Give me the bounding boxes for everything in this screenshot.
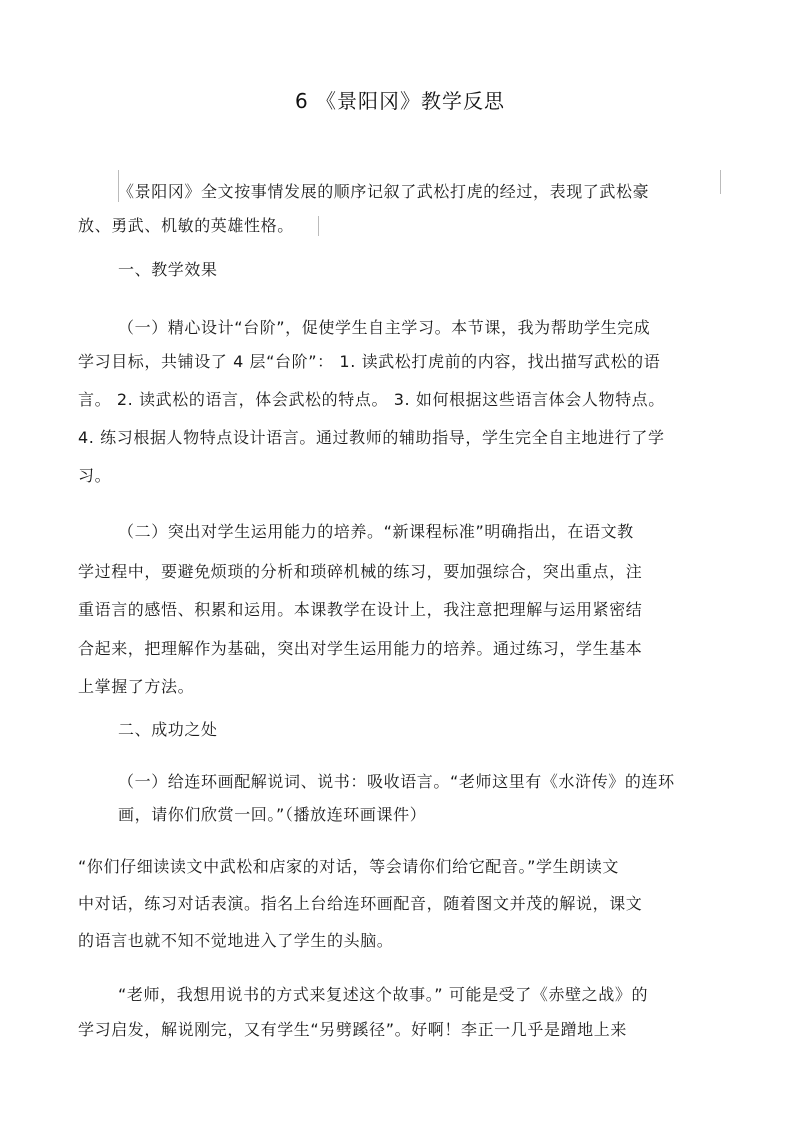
- paragraph-line: “老师，我想用说书的方式来复述这个故事。” 可能是受了《赤壁之战》的: [118, 985, 649, 1004]
- paragraph-line: 学过程中，要避免烦琐的分析和琐碎机械的练习，要加强综合，突出重点，注: [78, 562, 643, 581]
- margin-mark: [318, 216, 319, 236]
- paragraph-line: 习。: [78, 466, 112, 485]
- margin-mark: [720, 170, 721, 194]
- paragraph-line: 重语言的感悟、积累和运用。本课教学在设计上，我注意把理解与运用紧密结: [78, 600, 643, 619]
- paragraph-line: （一）精心设计“台阶”，促使学生自主学习。本节课，我为帮助学生完成: [118, 318, 651, 337]
- section-heading: 一、教学效果: [118, 260, 218, 279]
- paragraph-line: 中对话，练习对话表演。指名上台给连环画配音，随着图文并茂的解说，课文: [78, 894, 643, 913]
- paragraph-line: （二）突出对学生运用能力的培养。“新课程标准”明确指出，在语文教: [118, 522, 634, 541]
- document-title: 6 《景阳冈》教学反思: [294, 89, 506, 113]
- paragraph-line: 4. 练习根据人物特点设计语言。通过教师的辅助指导，学生完全自主地进行了学: [78, 428, 665, 447]
- paragraph-line: 放、勇武、机敏的英雄性格。: [78, 216, 294, 235]
- paragraph-line: 《景阳冈》全文按事情发展的顺序记叙了武松打虎的经过，表现了武松豪: [118, 182, 650, 201]
- paragraph-line: “你们仔细读读文中武松和店家的对话，等会请你们给它配音。”学生朗读文: [78, 857, 619, 876]
- paragraph-line: （一）给连环画配解说词、说书：吸收语言。“老师这里有《水浒传》的连环: [118, 772, 675, 791]
- paragraph-line: 画，请你们欣赏一回。”（播放连环画课件）: [118, 805, 427, 824]
- paragraph-line: 言。 2. 读武松的语言，体会武松的特点。 3. 如何根据这些语言体会人物特点。: [78, 390, 665, 409]
- paragraph-line: 学习目标，共铺设了 4 层“台阶”： 1. 读武松打虎前的内容，找出描写武松的语: [78, 352, 661, 371]
- paragraph-line: 的语言也就不知不觉地进入了学生的头脑。: [78, 931, 394, 950]
- paragraph-line: 学习启发，解说刚完，又有学生“另劈蹊径”。好啊！李正一几乎是蹭地上来: [78, 1020, 627, 1039]
- paragraph-line: 上掌握了方法。: [78, 677, 195, 696]
- section-heading: 二、成功之处: [118, 720, 218, 739]
- paragraph-line: 合起来，把理解作为基础，突出对学生运用能力的培养。通过练习，学生基本: [78, 639, 643, 658]
